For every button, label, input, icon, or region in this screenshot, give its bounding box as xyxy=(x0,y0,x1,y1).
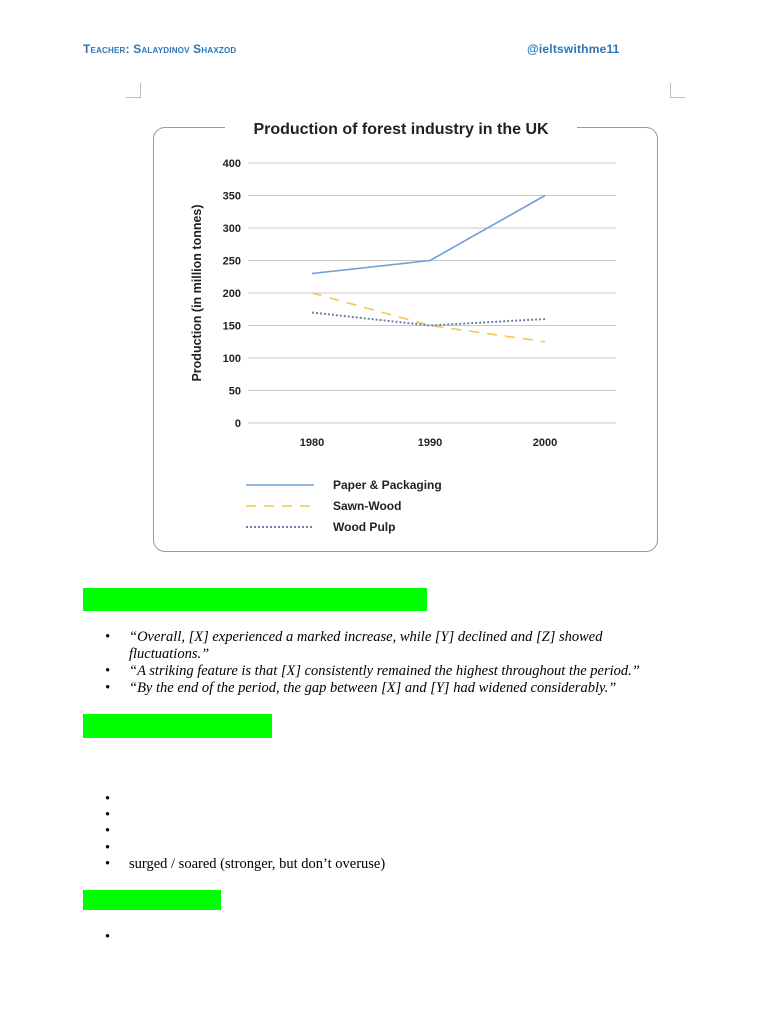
list-item xyxy=(83,807,663,823)
series-line-2 xyxy=(312,293,545,342)
legend-label: Sawn-Wood xyxy=(333,499,402,513)
teacher-header: Teacher: Salaydinov Shaxzod xyxy=(83,42,237,56)
list-item: • surged / soared (stronger, but don’t overuse) xyxy=(83,856,663,873)
y-tick-label: 400 xyxy=(222,158,241,170)
vocabulary-list xyxy=(83,791,663,873)
overview-phrase-list xyxy=(83,629,663,697)
list-item: • “Overall, [X] experienced a marked increase, while [Y] declined and [Z] showed fluctuations.” xyxy=(83,629,663,663)
y-tick-label: 0 xyxy=(234,418,241,430)
legend-label: Wood Pulp xyxy=(333,520,396,534)
highlight-heading-3 xyxy=(83,890,221,910)
list-item: • “A striking feature is that [X] consistently remained the highest throughout the period.” xyxy=(83,663,663,680)
y-tick-label: 100 xyxy=(222,353,241,365)
x-tick-label: 1980 xyxy=(299,437,325,449)
line-chart xyxy=(153,108,663,558)
y-tick-label: 150 xyxy=(222,320,241,333)
list-item xyxy=(83,840,663,856)
highlight-heading-1 xyxy=(83,588,427,611)
series-line-1 xyxy=(312,196,545,274)
list-item xyxy=(83,791,663,807)
y-tick-label: 50 xyxy=(228,385,241,398)
instagram-handle: @ieltswithme11 xyxy=(527,42,620,56)
y-tick-label: 350 xyxy=(222,190,241,203)
list-item: • “By the end of the period, the gap between [X] and [Y] had widened considerably.” xyxy=(83,680,663,697)
y-axis-label: Production (in million tonnes) xyxy=(190,204,204,382)
series-line-3 xyxy=(312,313,545,326)
margin-corner-left xyxy=(126,83,141,98)
y-tick-label: 300 xyxy=(222,223,241,235)
chart-title: Production of forest industry in the UK xyxy=(253,121,549,138)
y-tick-label: 250 xyxy=(222,255,241,268)
x-tick-label: 1990 xyxy=(417,437,443,449)
x-tick-label: 2000 xyxy=(532,437,558,449)
list-item xyxy=(83,823,663,839)
margin-corner-right xyxy=(670,83,685,98)
y-tick-label: 200 xyxy=(222,288,241,300)
legend-label: Paper & Packaging xyxy=(333,478,442,492)
highlight-heading-2 xyxy=(83,714,272,738)
